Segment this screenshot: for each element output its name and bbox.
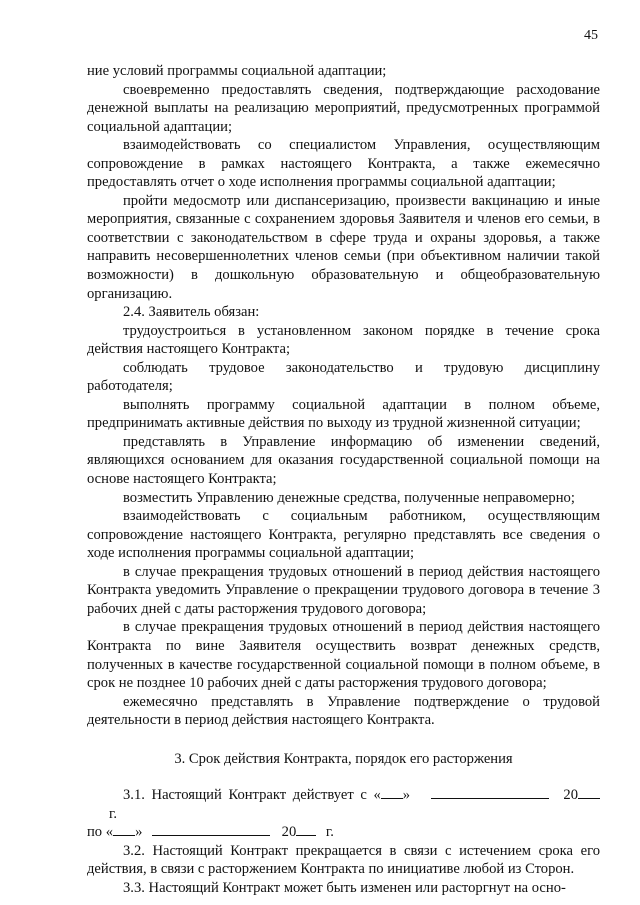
document-body [87,62,600,898]
month-blank-line [431,786,549,799]
clause-3-1-quote-close-2: » [135,824,143,841]
clause-2-4-title: 2.4. Заявитель обязан: [123,304,260,321]
paragraph: ние условий программы социальной адаптации; [87,63,387,79]
paragraph: 3.2. Настоящий Контракт прекращается в связи с истечением срока его действия, в связи с расторжением Контракта по инициативе любой из Сторон. [87,842,600,878]
year-suffix: г. [109,805,117,822]
paragraph: 3.3. Настоящий Контракт может быть изменен или расторгнут на осно- [123,879,566,896]
clause-3-1-to: по « [87,824,114,841]
day-blank-line [381,786,403,799]
page-number: 45 [584,28,598,43]
clause-3-1-line-2 [87,823,600,842]
paragraph: представлять в Управление информацию об изменении сведений, являющихся основанием для оказания государственной социальной помощи на основе настоящего Контракта; [87,433,600,488]
paragraph: возместить Управлению денежные средства, полученные неправомерно; [123,489,575,506]
end-year-prefix: 20 [281,824,297,841]
paragraph: выполнять программу социальной адаптации в полном объеме, предпринимать активные действия по выходу из трудной жизненной ситуации; [87,396,600,432]
end-year-blank-line [296,823,316,836]
paragraph: ежемесячно представлять в Управление подтверждение о трудовой деятельности в период действия настоящего Контракта. [87,693,600,729]
clause-3-1-quote-close: » [402,787,411,804]
paragraph: в случае прекращения трудовых отношений в период действия настоящего Контракта уведомить Управление о прекращении трудового договора в течение 3 рабочих дней с даты расторжения трудового договора; [87,563,600,617]
paragraph: своевременно предоставлять сведения, подтверждающие расходование денежной выплаты на реализацию мероприятий, предусмотренных программой социальной адаптации; [87,81,600,135]
paragraph: пройти медосмотр или диспансеризацию, произвести вакцинацию и иные мероприятия, связанные с сохранением здоровья Заявителя и членов его семьи, в соответствии с законодательством в сфере труда и охраны здоровья, а также направить несовершеннолетних членов семьи (при объективном наличии такой возможности) в дошкольную образовательную и общеобразовательную организацию. [87,192,600,302]
section-heading: 3. Срок действия Контракта, порядок его расторжения [174,750,513,767]
paragraph: взаимодействовать со специалистом Управления, осуществляющим сопровождение в рамках настоящего Контракта, а также ежемесячно предоставлять отчет о ходе исполнения программы социальной адаптации; [87,137,600,191]
year-blank-line [578,786,600,799]
paragraph: в случае прекращения трудовых отношений в период действия настоящего Контракта по вине Заявителя осуществить возврат денежных средств, полученных в качестве государственной социальной помощи в полном объеме, в срок не позднее 10 рабочих дней с даты расторжения трудового договора; [87,619,600,692]
year-prefix: 20 [563,787,578,804]
clause-3-1 [87,786,600,823]
clause-3-1-text-start: 3.1. Настоящий Контракт действует с « [123,787,381,804]
end-month-blank-line [152,823,270,836]
paragraph: трудоустроиться в установленном законом порядке в течение срока действия настоящего Контракта; [87,322,600,358]
paragraph: соблюдать трудовое законодательство и трудовую дисциплину работодателя; [87,359,600,395]
end-year-suffix: г. [325,824,334,841]
paragraph: взаимодействовать с социальным работником, осуществляющим сопровождение настоящего Контракта, регулярно представлять все сведения о ходе исполнения программы социальной адаптации; [87,508,600,562]
end-day-blank-line [113,823,135,836]
